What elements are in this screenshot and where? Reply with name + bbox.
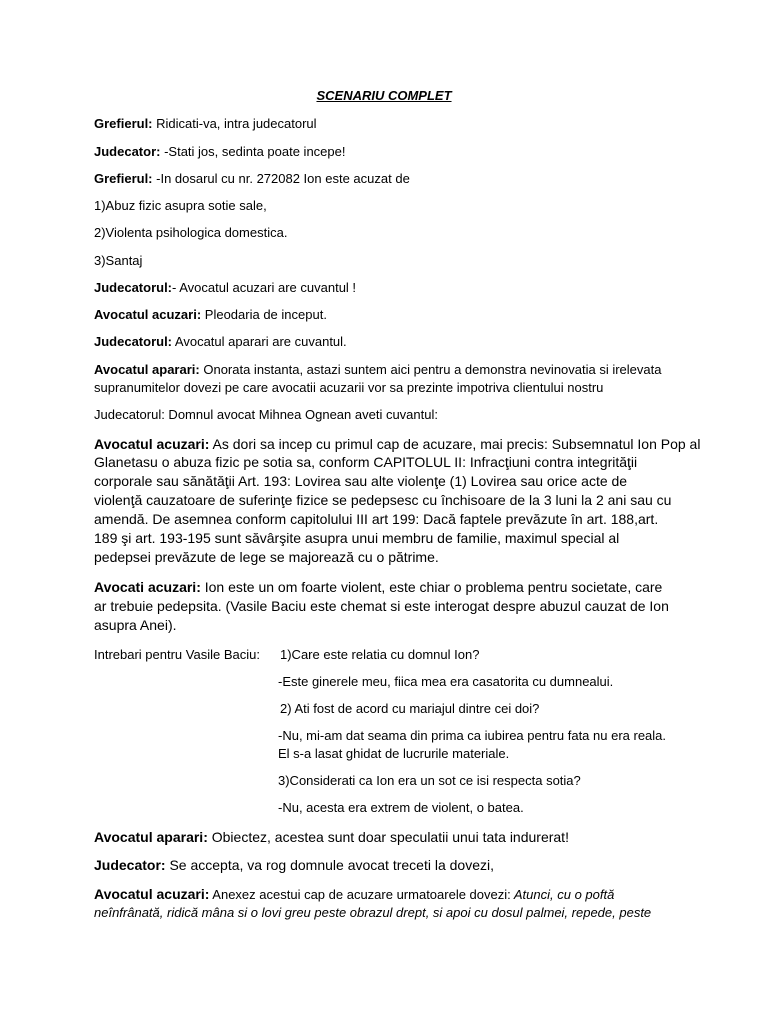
dialogue-line — [94, 335, 347, 348]
interview-label: Intrebari pentru Vasile Baciu: — [94, 647, 260, 662]
line-text: Se accepta, va rog domnule avocat treceti la dovezi, — [165, 857, 494, 873]
dialogue-line — [94, 281, 356, 294]
charge-item: 2)Violenta psihologica domestica. — [94, 225, 288, 240]
speaker-label: Avocatul acuzari: — [94, 886, 210, 902]
line-text: -In dosarul cu nr. 272082 Ion este acuzat de — [152, 171, 410, 186]
quoted-evidence: neînfrânată, ridică mâna si o lovi greu peste obrazul drept, si apoi cu dosul palmei, repede, peste — [94, 905, 652, 920]
line-text: violenţă cauzatoare de suferinţe fizice se pedepsesc cu închisoare de la 3 luni la 2 ani sau cu — [94, 492, 672, 508]
speaker-label: Grefierul: — [94, 116, 153, 131]
dialogue-line — [94, 117, 317, 130]
dialogue-line — [94, 580, 662, 594]
speaker-label: Avocatul acuzari: — [94, 436, 210, 452]
speaker-label: Judecatorul: — [94, 334, 173, 349]
line-text: asupra Anei). — [94, 617, 177, 633]
speaker-label: Judecator: — [94, 144, 161, 159]
line-text: amendă. De asemnea conform capitolului III art 199: Dacă faptele prevăzute în art. 188,art. — [94, 511, 659, 527]
dialogue-line — [94, 830, 569, 844]
interview-answer: El s-a lasat ghidat de lucrurile materiale. — [278, 746, 510, 761]
speaker-label: Avocatul aparari: — [94, 829, 208, 845]
document-title: SCENARIU COMPLET — [316, 88, 452, 103]
line-text: supranumitelor dovezi pe care avocatii acuzarii vor sa prezinte impotriva clientului nostru — [94, 380, 604, 395]
line-text: pedepsei prevăzute de lege se majorează cu o pătrime. — [94, 549, 439, 565]
dialogue-line — [94, 363, 661, 376]
interview-answer: -Nu, acesta era extrem de violent, o batea. — [278, 800, 524, 815]
dialogue-line — [94, 437, 700, 451]
dialogue-line — [94, 308, 327, 321]
dialogue-line — [94, 172, 410, 185]
line-text: ar trebuie pedepsita. (Vasile Baciu este chemat si este interogat despre abuzul cauzat de Ion — [94, 598, 669, 614]
line-text: Judecatorul: Domnul avocat Mihnea Ognean aveti cuvantul: — [94, 407, 438, 422]
interview-question: 1)Care este relatia cu domnul Ion? — [280, 647, 480, 662]
dialogue-line — [94, 887, 614, 901]
line-text: Pleodaria de inceput. — [201, 307, 327, 322]
line-text: As dori sa incep cu primul cap de acuzare, mai precis: Subsemnatul Ion Pop al — [209, 436, 701, 452]
quoted-evidence: Atunci, cu o poftă — [510, 887, 615, 902]
line-text: Ion este un om foarte violent, este chiar o problema pentru societate, care — [200, 579, 663, 595]
dialogue-line — [94, 145, 345, 158]
speaker-label: Judecator: — [94, 857, 166, 873]
interview-answer: -Nu, mi-am dat seama din prima ca iubirea pentru fata nu era reala. — [278, 728, 667, 743]
charge-item: 3)Santaj — [94, 253, 143, 268]
speaker-label: Grefierul: — [94, 171, 153, 186]
speaker-label: Judecatorul: — [94, 280, 173, 295]
interview-question: 2) Ati fost de acord cu mariajul dintre cei doi? — [280, 701, 540, 716]
speaker-label: Avocatul acuzari: — [94, 307, 202, 322]
speaker-label: Avocati acuzari: — [94, 579, 201, 595]
line-text: Anexez acestui cap de acuzare urmatoarele dovezi: — [209, 887, 511, 902]
line-text: Obiectez, acestea sunt doar speculatii unui tata indurerat! — [207, 829, 569, 845]
dialogue-line — [94, 906, 651, 919]
line-text: Ridicati-va, intra judecatorul — [152, 116, 317, 131]
interview-question: 3)Considerati ca Ion era un sot ce isi respecta sotia? — [278, 773, 581, 788]
speaker-label: Avocatul aparari: — [94, 362, 200, 377]
interview-answer: -Este ginerele meu, fiica mea era casatorita cu dumnealui. — [278, 674, 614, 689]
line-text: Glanetasu o abuza fizic pe sotia sa, conform CAPITOLUL II: Infracţiuni contra integrităţii — [94, 454, 638, 470]
line-text: Avocatul aparari are cuvantul. — [172, 334, 347, 349]
dialogue-line — [94, 858, 494, 872]
charge-item: 1)Abuz fizic asupra sotie sale, — [94, 198, 267, 213]
line-text: -Stati jos, sedinta poate incepe! — [160, 144, 346, 159]
line-text: - Avocatul acuzari are cuvantul ! — [172, 280, 357, 295]
line-text: Onorata instanta, astazi suntem aici pentru a demonstra nevinovatia si irelevata — [199, 362, 662, 377]
line-text: corporale sau sănătăţii Art. 193: Lovirea sau alte violenţe (1) Lovirea sau orice acte de — [94, 473, 628, 489]
line-text: 189 şi art. 193-195 sunt săvârşite asupra unui membru de familie, maximul special al — [94, 530, 620, 546]
